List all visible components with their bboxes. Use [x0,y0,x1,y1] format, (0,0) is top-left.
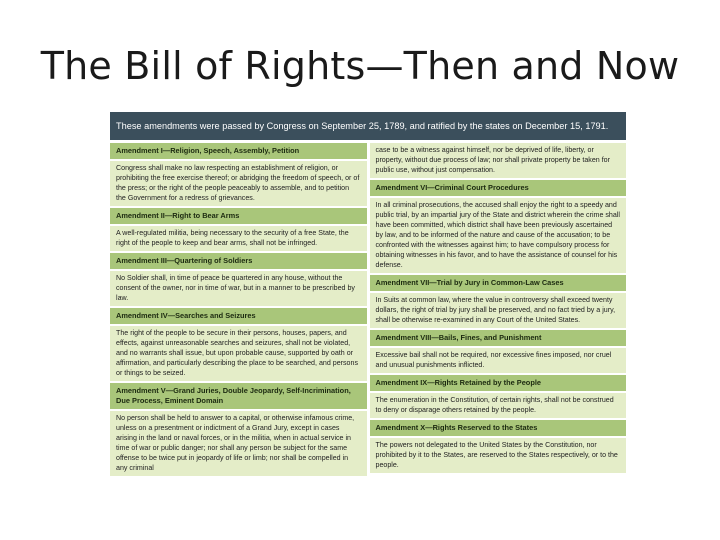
amendment-10-text: The powers not delegated to the United States by the Constitution, nor prohibited by it to the States, are reserved to the States respectively, or to the people. [370,438,627,473]
amendment-4-title: Amendment IV—Searches and Seizures [110,308,367,324]
amendment-5-title: Amendment V—Grand Juries, Double Jeopardy, Self-Incrimination, Due Process, Eminent Domain [110,383,367,409]
amendment-3-text: No Soldier shall, in time of peace be quartered in any house, without the consent of the owner, nor in time of war, but in a manner to be prescribed by law. [110,271,367,306]
amendment-9-title: Amendment IX—Rights Retained by the People [370,375,627,391]
amendment-9-text: The enumeration in the Constitution, of certain rights, shall not be construed to deny or disparage others retained by the people. [370,393,627,418]
amendment-6-title: Amendment VI—Criminal Court Procedures [370,180,627,196]
amendment-4-text: The right of the people to be secure in their persons, houses, papers, and effects, against unreasonable searches and seizures, shall not be violated, and no warrants shall issue, but upon probable cause, supported by oath or affirmation, and particularly describing the place to be searched, and persons or things to be seized. [110,326,367,381]
amendment-10-title: Amendment X—Rights Reserved to the States [370,420,627,436]
slide-title: The Bill of Rights—Then and Now [40,44,680,88]
amendment-8-text: Excessive bail shall not be required, nor excessive fines imposed, nor cruel and unusual punishments inflicted. [370,348,627,373]
right-column [370,143,627,478]
amendment-1-title: Amendment I—Religion, Speech, Assembly, Petition [110,143,367,159]
bill-of-rights-figure [110,112,626,538]
amendment-7-text: In Suits at common law, where the value in controversy shall exceed twenty dollars, the right of trial by jury shall be preserved, and no fact tried by a jury, shall be otherwise re-examined in any Court of the United States. [370,293,627,328]
left-column [110,143,367,478]
amendment-8-title: Amendment VIII—Bails, Fines, and Punishment [370,330,627,346]
intro-header: These amendments were passed by Congress on September 25, 1789, and ratified by the states on December 15, 1791. [110,112,626,140]
amendment-7-title: Amendment VII—Trial by Jury in Common-Law Cases [370,275,627,291]
amendment-1-text: Congress shall make no law respecting an establishment of religion, or prohibiting the free exercise thereof; or abridging the freedom of speech, or of the press; or the right of the people peaceably to assemble, and to petition the Government for a redress of grievances. [110,161,367,206]
amendment-5-continuation: case to be a witness against himself, nor be deprived of life, liberty, or property, without due process of law; nor shall private property be taken for public use, without just compensation. [370,143,627,178]
amendment-6-text: In all criminal prosecutions, the accused shall enjoy the right to a speedy and public trial, by an impartial jury of the State and district wherein the crime shall have been committed, which district shall have been previously ascertained by law, and to be informed of the nature and cause of the accusation; to be confronted with the witnesses against him; to have compulsory process for obtaining witnesses in his favor, and to have the assistance of counsel for his defense. [370,198,627,273]
amendment-3-title: Amendment III—Quartering of Soldiers [110,253,367,269]
amendment-2-text: A well-regulated militia, being necessary to the security of a free State, the right of the people to keep and bear arms, shall not be infringed. [110,226,367,251]
amendment-2-title: Amendment II—Right to Bear Arms [110,208,367,224]
amendment-5-text: No person shall be held to answer to a capital, or otherwise infamous crime, unless on a presentment or indictment of a Grand Jury, except in cases arising in the land or naval forces, or in the militia, when in actual service in time of war or public danger; nor shall any person be subject for the same offense to be twice put in jeopardy of life or limb; nor shall be compelled in any criminal [110,411,367,476]
